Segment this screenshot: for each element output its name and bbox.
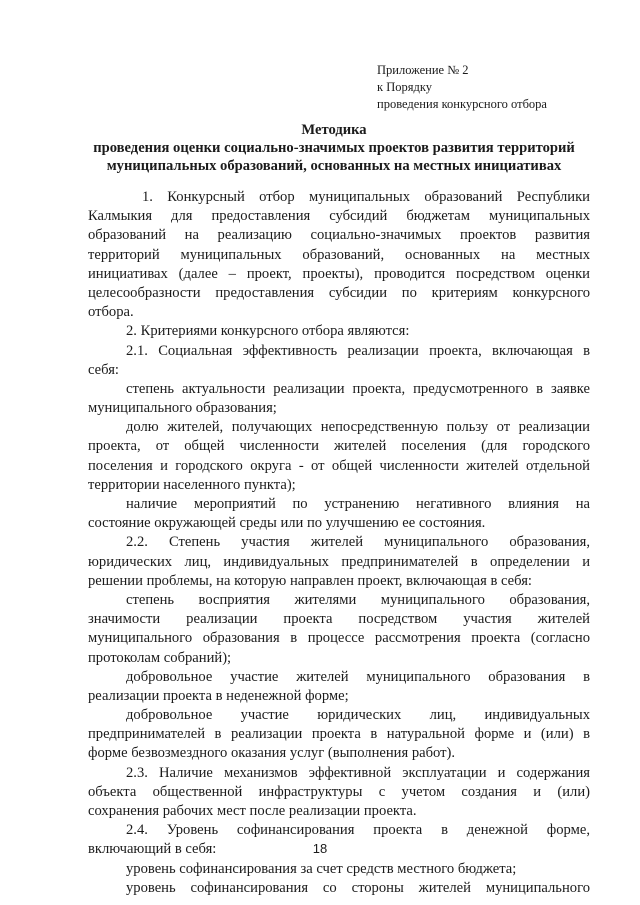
body-line: себя: [88,361,119,378]
body-line: степень восприятия жителями муниципального образования, [126,591,590,608]
body-line: состояние окружающей среды или по улучшению ее состояния. [88,515,486,532]
body-line: объекта общественной инфраструктуры с учетом создания и (или) [88,783,590,800]
body-line: предпринимателей в реализации проекта в натуральной форме и (или) в [88,726,590,743]
body-line: значимости реализации проекта посредством участия жителей [88,611,590,628]
body-line: включающий в себя: [88,841,217,858]
body-line: добровольное участие юридических лиц, индивидуальных [126,707,590,724]
body-line: инициативах (далее – проект, проекты), проводится посредством оценки [88,265,590,282]
body-line: 2.1. Социальная эффективность реализации проекта, включающая в [126,342,590,359]
body-line: решении проблемы, на которую направлен проект, включающая в себя: [88,572,532,589]
body-line: форме безвозмездного оказания услуг (выполнения работ). [88,745,456,762]
page-number: 18 [312,841,328,856]
appendix-reference: к Порядку [377,80,432,94]
body-line: наличие мероприятий по устранению негативного влияния на [126,496,590,512]
body-line: уровень софинансирования за счет средств местного бюджета; [126,860,517,877]
document-heading [70,121,598,175]
body-line: степень актуальности реализации проекта, предусмотренного в заявке [126,380,590,397]
body-line: протоколам собраний); [88,649,232,666]
body-line: территорий муниципальных образований, основанных на местных [88,246,590,263]
appendix-procedure: проведения конкурсного отбора [377,97,547,111]
body-line: поселения и городского округа - от общей численности жителей отдельной [88,457,590,474]
body-line: территории населенного пункта); [88,476,296,493]
body-line: целесообразности предоставления субсидии по критериям конкурсного [88,284,590,301]
document-title: Методика [301,122,367,138]
body-line: 2.2. Степень участия жителей муниципального образования, [126,534,590,551]
body-line: отбора. [88,304,134,321]
body-line: реализации проекта в неденежной форме; [88,687,349,704]
body-line: Калмыкия для предоставления субсидий бюджетам муниципальных [88,208,590,225]
appendix-number: Приложение № 2 [377,63,469,77]
body-line: образований на реализацию социально-значимых проектов развития [88,227,590,244]
body-line: 2.4. Уровень софинансирования проекта в денежной форме, [126,822,590,839]
body-line: сохранения рабочих мест после реализации проекта. [88,803,417,819]
body-line: муниципального образования в процессе рассмотрения проекта (согласно [88,630,590,647]
body-line: муниципального образования; [88,400,277,417]
document-body [88,188,590,898]
body-line: добровольное участие жителей муниципального образования в [126,668,590,685]
body-line: юридических лиц, индивидуальных предпринимателей в определении и [88,553,590,570]
body-line: 2.3. Наличие механизмов эффективной эксплуатации и содержания [126,764,590,781]
document-subtitle-line-1: проведения оценки социально-значимых проектов развития территорий [93,140,575,156]
appendix-note [377,62,547,113]
body-line: долю жителей, получающих непосредственную пользу от реализации [126,419,590,436]
body-line: 2. Критериями конкурсного отбора являются: [126,323,410,340]
body-line: уровень софинансирования со стороны жителей муниципального [126,879,590,896]
body-line: проекта, от общей численности жителей поселения (для городского [88,438,590,455]
document-subtitle-line-2: муниципальных образований, основанных на местных инициативах [106,158,562,174]
body-line: 1. Конкурсный отбор муниципальных образований Республики [142,189,590,205]
